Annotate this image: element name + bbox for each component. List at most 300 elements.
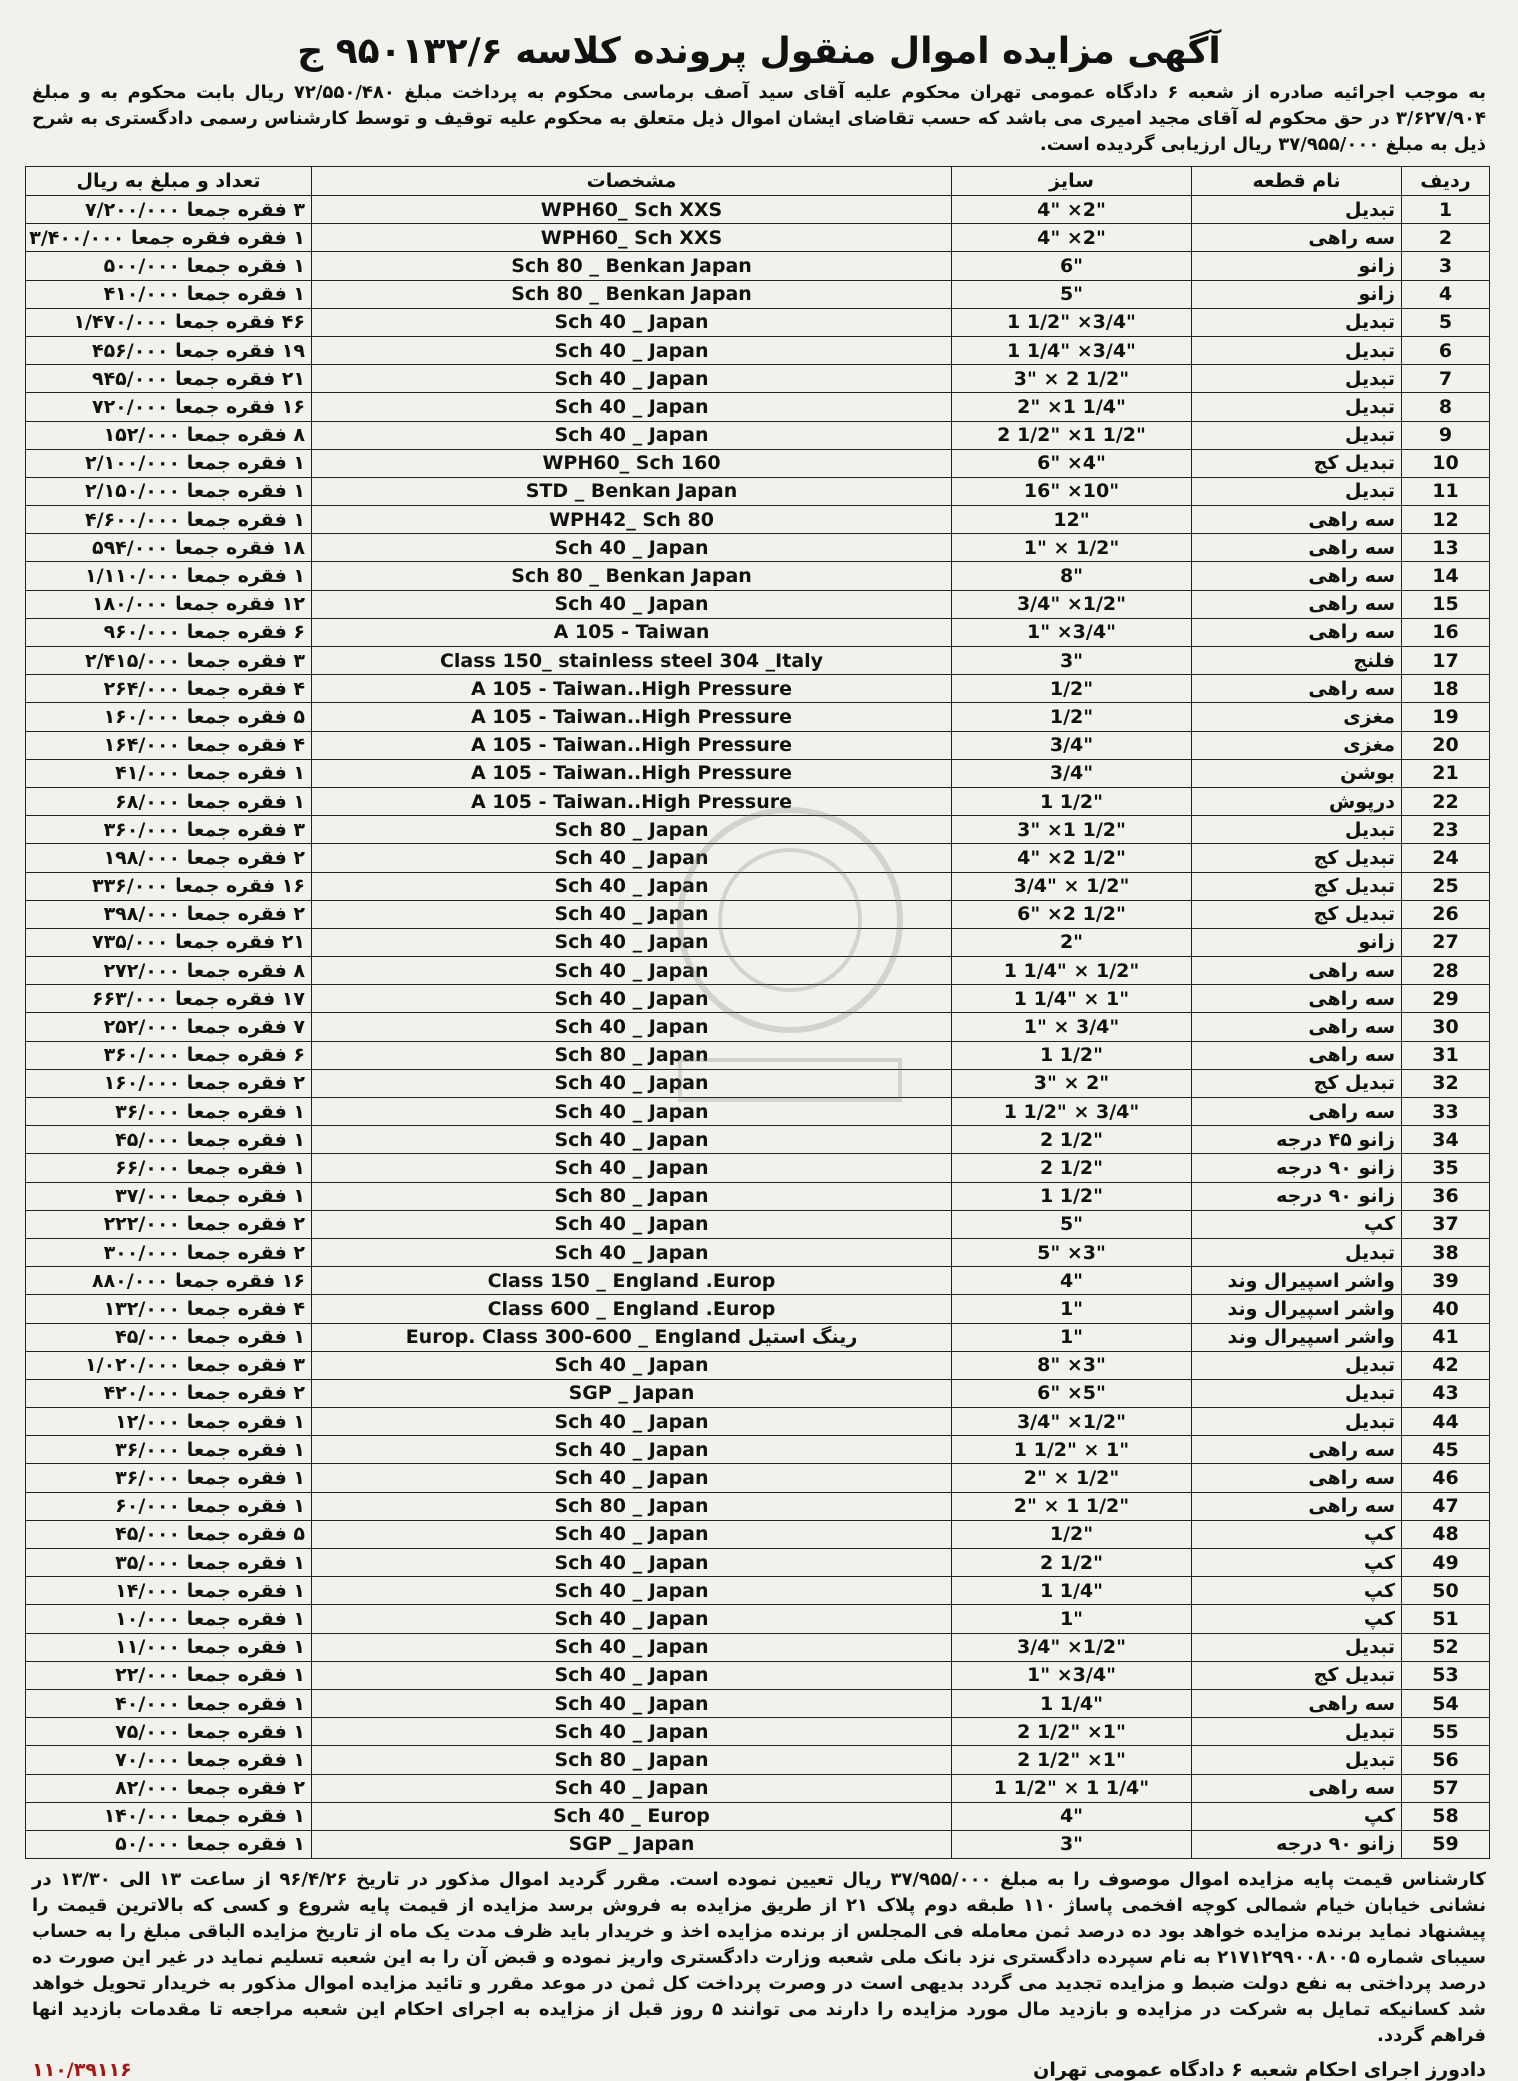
cell-specs: Sch 40 _ Japan — [312, 928, 952, 956]
cell-size: 2" × 1/2" — [952, 1464, 1192, 1492]
cell-size: 1" × 1/2" — [952, 534, 1192, 562]
cell-row-number: 2 — [1402, 224, 1490, 252]
cell-row-number: 32 — [1402, 1069, 1490, 1097]
cell-size: 4" ×2 1/2" — [952, 844, 1192, 872]
cell-row-number: 43 — [1402, 1379, 1490, 1407]
cell-quantity-amount: ۱ فقره جمعا ۴۰/۰۰۰ — [26, 1689, 312, 1717]
cell-specs: Sch 40 _ Japan — [312, 365, 952, 393]
table-row — [26, 844, 1490, 872]
cell-part-name: تبدیل — [1192, 393, 1402, 421]
cell-part-name: واشر اسپیرال وند — [1192, 1267, 1402, 1295]
cell-row-number: 18 — [1402, 675, 1490, 703]
cell-row-number: 54 — [1402, 1689, 1490, 1717]
cell-specs: Sch 40 _ Japan — [312, 590, 952, 618]
cell-quantity-amount: ۲ فقره جمعا ۳۰۰/۰۰۰ — [26, 1238, 312, 1266]
cell-part-name: سه راهی — [1192, 1436, 1402, 1464]
cell-size: 1 1/4" × 1/2" — [952, 957, 1192, 985]
cell-specs: Sch 40 _ Japan — [312, 1154, 952, 1182]
cell-specs: Class 150 _ England .Europ — [312, 1267, 952, 1295]
cell-quantity-amount: ۲ فقره جمعا ۱۹۸/۰۰۰ — [26, 844, 312, 872]
cell-specs: Sch 40 _ Japan — [312, 1633, 952, 1661]
header-quantity-amount: تعداد و مبلغ به ریال — [26, 167, 312, 196]
cell-specs: Sch 40 _ Japan — [312, 1210, 952, 1238]
cell-row-number: 33 — [1402, 1098, 1490, 1126]
cell-quantity-amount: ۱ فقره جمعا ۳۶/۰۰۰ — [26, 1464, 312, 1492]
notice-footer-text: کارشناس قیمت پایه مزایده اموال موصوف را به مبلغ ۳۷/۹۵۵/۰۰۰ ریال تعیین نموده است. مقرر گردید اموال مذکور در تاریخ ۹۶/۴/۲۶ از ساعت ۱۳ الی ۱۳/۳۰ در نشانی خیابان خیام شمالی کوچه افخمی پاساژ ۱۱۰ طبقه دوم پلاک ۲۱ از طریق مزایده به فروش برسد مزایده از قیمت پایه شروع و کسی که بالاترین قیمت را پیشنهاد نماید برنده مزایده خواهد بود ده درصد ثمن معامله فی المجلس از برنده مزایده اخذ و خریدار باید ظرف مدت یک ماه از تاریخ مزایده الباقی مبلغ را به حساب سیبای شماره ۲۱۷۱۲۹۹۰۰۸۰۰۵ به نام سپرده دادگستری نزد بانک ملی شعبه وزارت دادگستری واریز نموده و قبض آن را به این شعبه تسلیم نماید در غیر این صورت ده درصد پرداختی به نفع دولت ضبط و مزایده تجدید می گردد بدیهی است در وصرت پرداخت کل ثمن در موعد مقرر و تائید مزایده اموال مذکور به خریدار تحویل خواهد شد کسانیکه تمایل به شرکت در مزایده و بازدید مال مورد مزایده را دارند می توانند ۵ روز قبل از مزایده به اجرای احکام این شعبه مراجعه تا مقدمات بازدید انها فراهم گردد. — [32, 1869, 1487, 2047]
cell-part-name: تبدیل — [1192, 1718, 1402, 1746]
cell-size: 4" ×2" — [952, 224, 1192, 252]
cell-size: 3" — [952, 1830, 1192, 1858]
cell-quantity-amount: ۶ فقره جمعا ۹۶۰/۰۰۰ — [26, 618, 312, 646]
cell-row-number: 9 — [1402, 421, 1490, 449]
cell-specs: Sch 40 _ Europ — [312, 1802, 952, 1830]
cell-size: 2 1/2" ×1" — [952, 1746, 1192, 1774]
cell-row-number: 37 — [1402, 1210, 1490, 1238]
cell-part-name: کپ — [1192, 1210, 1402, 1238]
table-row — [26, 1492, 1490, 1520]
table-row — [26, 1746, 1490, 1774]
cell-size: 4" — [952, 1802, 1192, 1830]
cell-quantity-amount: ۱ فقره جمعا ۱۱/۰۰۰ — [26, 1633, 312, 1661]
cell-specs: A 105 - Taiwan..High Pressure — [312, 731, 952, 759]
table-row — [26, 1013, 1490, 1041]
cell-specs: Sch 40 _ Japan — [312, 1661, 952, 1689]
cell-part-name: مغزی — [1192, 731, 1402, 759]
cell-part-name: تبدیل — [1192, 1379, 1402, 1407]
cell-size: 3" × 2" — [952, 1069, 1192, 1097]
table-row — [26, 1661, 1490, 1689]
table-row — [26, 1436, 1490, 1464]
table-row — [26, 1126, 1490, 1154]
cell-row-number: 25 — [1402, 872, 1490, 900]
cell-quantity-amount: ۵ فقره جمعا ۴۵/۰۰۰ — [26, 1520, 312, 1548]
items-table-header — [26, 167, 1490, 196]
cell-size: 1" — [952, 1323, 1192, 1351]
notice-intro: به موجب اجرائیه صادره از شعبه ۶ دادگاه عمومی تهران محکوم علیه آقای سید آصف برماسی محکوم به پرداخت مبلغ ۷۲/۵۵۰/۴۸۰ ریال بابت محکوم به و مبلغ ۳/۶۲۷/۹۰۴ در حق محکوم له آقای مجید امیری می باشد که حسب تقاضای ایشان اموال ذیل متعلق به محکوم علیه توقیف و توسط کارشناس رسمی دادگستری به شرح ذیل به مبلغ ۳۷/۹۵۵/۰۰۰ ریال ارزیابی گردیده است. — [32, 82, 1486, 155]
table-row — [26, 1549, 1490, 1577]
cell-quantity-amount: ۸ فقره جمعا ۱۵۲/۰۰۰ — [26, 421, 312, 449]
table-row — [26, 647, 1490, 675]
cell-part-name: زانو — [1192, 280, 1402, 308]
table-row — [26, 759, 1490, 787]
table-row — [26, 1830, 1490, 1858]
cell-row-number: 55 — [1402, 1718, 1490, 1746]
cell-part-name: زانو ۹۰ درجه — [1192, 1182, 1402, 1210]
cell-size: 1 1/4" × 1" — [952, 985, 1192, 1013]
table-row — [26, 1267, 1490, 1295]
cell-part-name: کپ — [1192, 1520, 1402, 1548]
cell-row-number: 45 — [1402, 1436, 1490, 1464]
table-row — [26, 1351, 1490, 1379]
cell-row-number: 58 — [1402, 1802, 1490, 1830]
cell-row-number: 21 — [1402, 759, 1490, 787]
cell-part-name: سه راهی — [1192, 590, 1402, 618]
cell-specs: Class 150_ stainless steel 304 _Italy — [312, 647, 952, 675]
cell-row-number: 11 — [1402, 477, 1490, 505]
cell-row-number: 48 — [1402, 1520, 1490, 1548]
cell-specs: Sch 80 _ Japan — [312, 816, 952, 844]
cell-row-number: 49 — [1402, 1549, 1490, 1577]
cell-row-number: 53 — [1402, 1661, 1490, 1689]
table-row — [26, 816, 1490, 844]
table-row — [26, 224, 1490, 252]
cell-quantity-amount: ۱ فقره جمعا ۱۴/۰۰۰ — [26, 1577, 312, 1605]
header-row-number: ردیف — [1402, 167, 1490, 196]
cell-part-name: تبدیل — [1192, 421, 1402, 449]
cell-row-number: 26 — [1402, 900, 1490, 928]
cell-part-name: بوشن — [1192, 759, 1402, 787]
cell-quantity-amount: ۱ فقره جمعا ۴۵/۰۰۰ — [26, 1323, 312, 1351]
cell-quantity-amount: ۱ فقره جمعا ۵۰۰/۰۰۰ — [26, 252, 312, 280]
cell-row-number: 27 — [1402, 928, 1490, 956]
cell-quantity-amount: ۲ فقره جمعا ۱۶۰/۰۰۰ — [26, 1069, 312, 1097]
cell-row-number: 34 — [1402, 1126, 1490, 1154]
cell-specs: Sch 80 _ Benkan Japan — [312, 280, 952, 308]
cell-size: 5" — [952, 280, 1192, 308]
cell-specs: Sch 80 _ Benkan Japan — [312, 252, 952, 280]
cell-size: 3" × 2 1/2" — [952, 365, 1192, 393]
table-row — [26, 1323, 1490, 1351]
table-row — [26, 1182, 1490, 1210]
cell-part-name: تبدیل کج — [1192, 1069, 1402, 1097]
cell-row-number: 4 — [1402, 280, 1490, 308]
cell-part-name: زانو ۴۵ درجه — [1192, 1126, 1402, 1154]
table-row — [26, 1210, 1490, 1238]
cell-size: 1 1/2" × 1 1/4" — [952, 1774, 1192, 1802]
cell-part-name: سه راهی — [1192, 957, 1402, 985]
cell-specs: Europ. Class 300-600 _ England رینگ استیل — [312, 1323, 952, 1351]
cell-quantity-amount: ۱ فقره جمعا ۳۵/۰۰۰ — [26, 1549, 312, 1577]
cell-size: 16" ×10" — [952, 477, 1192, 505]
cell-specs: Sch 40 _ Japan — [312, 336, 952, 364]
cell-quantity-amount: ۴۶ فقره جمعا ۱/۴۷۰/۰۰۰ — [26, 308, 312, 336]
cell-quantity-amount: ۱ فقره فقره جمعا ۳/۴۰۰/۰۰۰ — [26, 224, 312, 252]
table-row — [26, 1041, 1490, 1069]
table-row — [26, 449, 1490, 477]
cell-size: 1 1/2" × 3/4" — [952, 1098, 1192, 1126]
table-row — [26, 1605, 1490, 1633]
cell-size: 2 1/2" ×1" — [952, 1718, 1192, 1746]
cell-size: 2 1/2" — [952, 1549, 1192, 1577]
cell-row-number: 31 — [1402, 1041, 1490, 1069]
items-table-body — [26, 196, 1490, 1859]
cell-row-number: 19 — [1402, 703, 1490, 731]
cell-specs: A 105 - Taiwan..High Pressure — [312, 787, 952, 815]
cell-part-name: سه راهی — [1192, 1689, 1402, 1717]
cell-size: 6" ×2 1/2" — [952, 900, 1192, 928]
table-row — [26, 1689, 1490, 1717]
cell-part-name: زانو — [1192, 252, 1402, 280]
table-row — [26, 1069, 1490, 1097]
cell-quantity-amount: ۳ فقره جمعا ۲/۴۱۵/۰۰۰ — [26, 647, 312, 675]
cell-quantity-amount: ۱ فقره جمعا ۱۰/۰۰۰ — [26, 1605, 312, 1633]
cell-part-name: تبدیل — [1192, 308, 1402, 336]
cell-size: 5" — [952, 1210, 1192, 1238]
notice-footer — [32, 2059, 1486, 2081]
cell-row-number: 24 — [1402, 844, 1490, 872]
cell-row-number: 46 — [1402, 1464, 1490, 1492]
cell-size: 1 1/2" — [952, 1182, 1192, 1210]
cell-size: 6" ×5" — [952, 1379, 1192, 1407]
cell-part-name: سه راهی — [1192, 1013, 1402, 1041]
cell-specs: Sch 40 _ Japan — [312, 1520, 952, 1548]
table-row — [26, 703, 1490, 731]
cell-part-name: تبدیل — [1192, 1408, 1402, 1436]
cell-size: 1/2" — [952, 703, 1192, 731]
cell-row-number: 8 — [1402, 393, 1490, 421]
cell-quantity-amount: ۱۲ فقره جمعا ۱۸۰/۰۰۰ — [26, 590, 312, 618]
cell-quantity-amount: ۵ فقره جمعا ۱۶۰/۰۰۰ — [26, 703, 312, 731]
table-row — [26, 252, 1490, 280]
cell-specs: Sch 40 _ Japan — [312, 1718, 952, 1746]
cell-row-number: 47 — [1402, 1492, 1490, 1520]
cell-quantity-amount: ۳ فقره جمعا ۷/۲۰۰/۰۰۰ — [26, 196, 312, 224]
cell-size: 1/2" — [952, 1520, 1192, 1548]
table-row — [26, 365, 1490, 393]
cell-part-name: سه راهی — [1192, 1492, 1402, 1520]
cell-quantity-amount: ۴ فقره جمعا ۲۶۴/۰۰۰ — [26, 675, 312, 703]
cell-specs: Sch 80 _ Japan — [312, 1746, 952, 1774]
cell-part-name: سه راهی — [1192, 985, 1402, 1013]
cell-size: 3/4" ×1/2" — [952, 590, 1192, 618]
cell-specs: Sch 40 _ Japan — [312, 1577, 952, 1605]
cell-quantity-amount: ۱ فقره جمعا ۴۱/۰۰۰ — [26, 759, 312, 787]
table-row — [26, 421, 1490, 449]
cell-size: 1" ×3/4" — [952, 1661, 1192, 1689]
cell-specs: Sch 80 _ Japan — [312, 1041, 952, 1069]
cell-size: 1" — [952, 1295, 1192, 1323]
cell-quantity-amount: ۱ فقره جمعا ۳۷/۰۰۰ — [26, 1182, 312, 1210]
cell-quantity-amount: ۱ فقره جمعا ۳۶/۰۰۰ — [26, 1436, 312, 1464]
cell-row-number: 28 — [1402, 957, 1490, 985]
table-row — [26, 336, 1490, 364]
cell-specs: Sch 40 _ Japan — [312, 872, 952, 900]
cell-row-number: 17 — [1402, 647, 1490, 675]
cell-row-number: 51 — [1402, 1605, 1490, 1633]
cell-row-number: 15 — [1402, 590, 1490, 618]
cell-specs: Sch 40 _ Japan — [312, 1098, 952, 1126]
header-row — [26, 167, 1490, 196]
cell-specs: Sch 40 _ Japan — [312, 534, 952, 562]
cell-specs: Sch 40 _ Japan — [312, 1436, 952, 1464]
cell-quantity-amount: ۸ فقره جمعا ۲۷۲/۰۰۰ — [26, 957, 312, 985]
cell-size: 1" — [952, 1605, 1192, 1633]
table-row — [26, 1802, 1490, 1830]
cell-quantity-amount: ۱ فقره جمعا ۶۶/۰۰۰ — [26, 1154, 312, 1182]
cell-specs: Sch 40 _ Japan — [312, 1464, 952, 1492]
cell-part-name: تبدیل کج — [1192, 900, 1402, 928]
table-row — [26, 1774, 1490, 1802]
cell-specs: Sch 80 _ Japan — [312, 1182, 952, 1210]
table-row — [26, 590, 1490, 618]
items-table — [25, 166, 1490, 1859]
cell-part-name: سه راهی — [1192, 506, 1402, 534]
cell-specs: Sch 80 _ Japan — [312, 1492, 952, 1520]
cell-specs: Sch 40 _ Japan — [312, 957, 952, 985]
cell-quantity-amount: ۶ فقره جمعا ۳۶۰/۰۰۰ — [26, 1041, 312, 1069]
cell-size: 12" — [952, 506, 1192, 534]
cell-part-name: کپ — [1192, 1577, 1402, 1605]
cell-quantity-amount: ۱ فقره جمعا ۴۵/۰۰۰ — [26, 1126, 312, 1154]
cell-size: 4" — [952, 1267, 1192, 1295]
cell-quantity-amount: ۱ فقره جمعا ۱۲/۰۰۰ — [26, 1408, 312, 1436]
cell-quantity-amount: ۴ فقره جمعا ۱۳۲/۰۰۰ — [26, 1295, 312, 1323]
table-row — [26, 1295, 1490, 1323]
cell-specs: Sch 80 _ Benkan Japan — [312, 562, 952, 590]
cell-size: 3/4" — [952, 731, 1192, 759]
cell-part-name: سه راهی — [1192, 618, 1402, 646]
cell-row-number: 41 — [1402, 1323, 1490, 1351]
cell-specs: Sch 40 _ Japan — [312, 1013, 952, 1041]
cell-row-number: 12 — [1402, 506, 1490, 534]
cell-specs: Sch 40 _ Japan — [312, 393, 952, 421]
cell-part-name: سه راهی — [1192, 675, 1402, 703]
cell-row-number: 16 — [1402, 618, 1490, 646]
cell-part-name: تبدیل کج — [1192, 1661, 1402, 1689]
cell-row-number: 42 — [1402, 1351, 1490, 1379]
cell-quantity-amount: ۳ فقره جمعا ۳۶۰/۰۰۰ — [26, 816, 312, 844]
cell-quantity-amount: ۱۸ فقره جمعا ۵۹۴/۰۰۰ — [26, 534, 312, 562]
cell-size: 8" ×3" — [952, 1351, 1192, 1379]
cell-quantity-amount: ۲ فقره جمعا ۸۲/۰۰۰ — [26, 1774, 312, 1802]
cell-quantity-amount: ۱۶ فقره جمعا ۳۳۶/۰۰۰ — [26, 872, 312, 900]
cell-row-number: 23 — [1402, 816, 1490, 844]
cell-part-name: سه راهی — [1192, 224, 1402, 252]
header-specs: مشخصات — [312, 167, 952, 196]
cell-part-name: سه راهی — [1192, 1774, 1402, 1802]
cell-specs: Sch 40 _ Japan — [312, 421, 952, 449]
cell-quantity-amount: ۱ فقره جمعا ۲/۱۵۰/۰۰۰ — [26, 477, 312, 505]
header-size: سایز — [952, 167, 1192, 196]
cell-specs: Sch 40 _ Japan — [312, 1238, 952, 1266]
table-row — [26, 562, 1490, 590]
cell-specs: SGP _ Japan — [312, 1830, 952, 1858]
cell-row-number: 38 — [1402, 1238, 1490, 1266]
cell-part-name: سه راهی — [1192, 1041, 1402, 1069]
cell-part-name: تبدیل — [1192, 1746, 1402, 1774]
cell-size: 1 1/2" — [952, 1041, 1192, 1069]
cell-row-number: 14 — [1402, 562, 1490, 590]
table-row — [26, 618, 1490, 646]
cell-part-name: سه راهی — [1192, 562, 1402, 590]
cell-size: 2" — [952, 928, 1192, 956]
cell-quantity-amount: ۱۷ فقره جمعا ۶۶۳/۰۰۰ — [26, 985, 312, 1013]
cell-quantity-amount: ۲ فقره جمعا ۲۲۲/۰۰۰ — [26, 1210, 312, 1238]
cell-specs: Sch 40 _ Japan — [312, 1549, 952, 1577]
cell-part-name: کپ — [1192, 1549, 1402, 1577]
cell-quantity-amount: ۲۱ فقره جمعا ۷۳۵/۰۰۰ — [26, 928, 312, 956]
cell-row-number: 3 — [1402, 252, 1490, 280]
table-row — [26, 1633, 1490, 1661]
cell-size: 2 1/2" ×1 1/2" — [952, 421, 1192, 449]
notice-signature: دادورز اجرای احکام شعبه ۶ دادگاه عمومی تهران — [1033, 2059, 1486, 2081]
table-row — [26, 985, 1490, 1013]
cell-size: 6" ×4" — [952, 449, 1192, 477]
cell-part-name: زانو ۹۰ درجه — [1192, 1154, 1402, 1182]
cell-size: 4" ×2" — [952, 196, 1192, 224]
cell-specs: Sch 40 _ Japan — [312, 985, 952, 1013]
cell-part-name: تبدیل — [1192, 477, 1402, 505]
cell-part-name: تبدیل — [1192, 196, 1402, 224]
table-row — [26, 280, 1490, 308]
table-row — [26, 393, 1490, 421]
cell-part-name: مغزی — [1192, 703, 1402, 731]
cell-quantity-amount: ۳ فقره جمعا ۱/۰۲۰/۰۰۰ — [26, 1351, 312, 1379]
table-row — [26, 900, 1490, 928]
cell-quantity-amount: ۱۶ فقره جمعا ۸۸۰/۰۰۰ — [26, 1267, 312, 1295]
cell-part-name: زانو ۹۰ درجه — [1192, 1830, 1402, 1858]
cell-quantity-amount: ۲ فقره جمعا ۳۹۸/۰۰۰ — [26, 900, 312, 928]
cell-size: 2" ×1 1/4" — [952, 393, 1192, 421]
cell-specs: Sch 40 _ Japan — [312, 1774, 952, 1802]
cell-part-name: تبدیل — [1192, 336, 1402, 364]
cell-size: 1" × 3/4" — [952, 1013, 1192, 1041]
cell-row-number: 29 — [1402, 985, 1490, 1013]
table-row — [26, 1238, 1490, 1266]
cell-part-name: تبدیل — [1192, 1238, 1402, 1266]
cell-part-name: فلنج — [1192, 647, 1402, 675]
cell-specs: A 105 - Taiwan — [312, 618, 952, 646]
cell-quantity-amount: ۱ فقره جمعا ۷۵/۰۰۰ — [26, 1718, 312, 1746]
cell-row-number: 22 — [1402, 787, 1490, 815]
cell-specs: WPH42_ Sch 80 — [312, 506, 952, 534]
cell-part-name: تبدیل — [1192, 365, 1402, 393]
table-row — [26, 872, 1490, 900]
cell-quantity-amount: ۱ فقره جمعا ۴/۶۰۰/۰۰۰ — [26, 506, 312, 534]
cell-size: 1 1/2" — [952, 787, 1192, 815]
cell-size: 3" — [952, 647, 1192, 675]
cell-specs: Sch 40 _ Japan — [312, 844, 952, 872]
cell-size: 1 1/4" — [952, 1689, 1192, 1717]
cell-specs: A 105 - Taiwan..High Pressure — [312, 759, 952, 787]
cell-row-number: 10 — [1402, 449, 1490, 477]
cell-row-number: 20 — [1402, 731, 1490, 759]
cell-quantity-amount: ۷ فقره جمعا ۲۵۲/۰۰۰ — [26, 1013, 312, 1041]
cell-part-name: تبدیل — [1192, 816, 1402, 844]
cell-part-name: زانو — [1192, 928, 1402, 956]
header-part-name: نام قطعه — [1192, 167, 1402, 196]
cell-size: 6" — [952, 252, 1192, 280]
cell-specs: A 105 - Taiwan..High Pressure — [312, 703, 952, 731]
cell-size: 1 1/2" ×3/4" — [952, 308, 1192, 336]
cell-quantity-amount: ۱ فقره جمعا ۱/۱۱۰/۰۰۰ — [26, 562, 312, 590]
cell-quantity-amount: ۱ فقره جمعا ۴۱۰/۰۰۰ — [26, 280, 312, 308]
cell-size: 3/4" ×1/2" — [952, 1633, 1192, 1661]
cell-quantity-amount: ۴ فقره جمعا ۱۶۴/۰۰۰ — [26, 731, 312, 759]
cell-specs: Sch 40 _ Japan — [312, 1069, 952, 1097]
cell-quantity-amount: ۱۹ فقره جمعا ۴۵۶/۰۰۰ — [26, 336, 312, 364]
table-row — [26, 1408, 1490, 1436]
cell-size: 8" — [952, 562, 1192, 590]
table-row — [26, 731, 1490, 759]
cell-specs: Sch 40 _ Japan — [312, 1408, 952, 1436]
cell-part-name: سه راهی — [1192, 1098, 1402, 1126]
cell-size: 1 1/2" × 1" — [952, 1436, 1192, 1464]
cell-part-name: سه راهی — [1192, 1464, 1402, 1492]
cell-size: 3/4" — [952, 759, 1192, 787]
cell-specs: Class 600 _ England .Europ — [312, 1295, 952, 1323]
table-row — [26, 1379, 1490, 1407]
cell-row-number: 40 — [1402, 1295, 1490, 1323]
cell-size: 5" ×3" — [952, 1238, 1192, 1266]
cell-specs: Sch 40 _ Japan — [312, 900, 952, 928]
table-row — [26, 1154, 1490, 1182]
cell-quantity-amount: ۱۶ فقره جمعا ۷۲۰/۰۰۰ — [26, 393, 312, 421]
cell-row-number: 44 — [1402, 1408, 1490, 1436]
table-row — [26, 506, 1490, 534]
cell-part-name: درپوش — [1192, 787, 1402, 815]
cell-row-number: 1 — [1402, 196, 1490, 224]
